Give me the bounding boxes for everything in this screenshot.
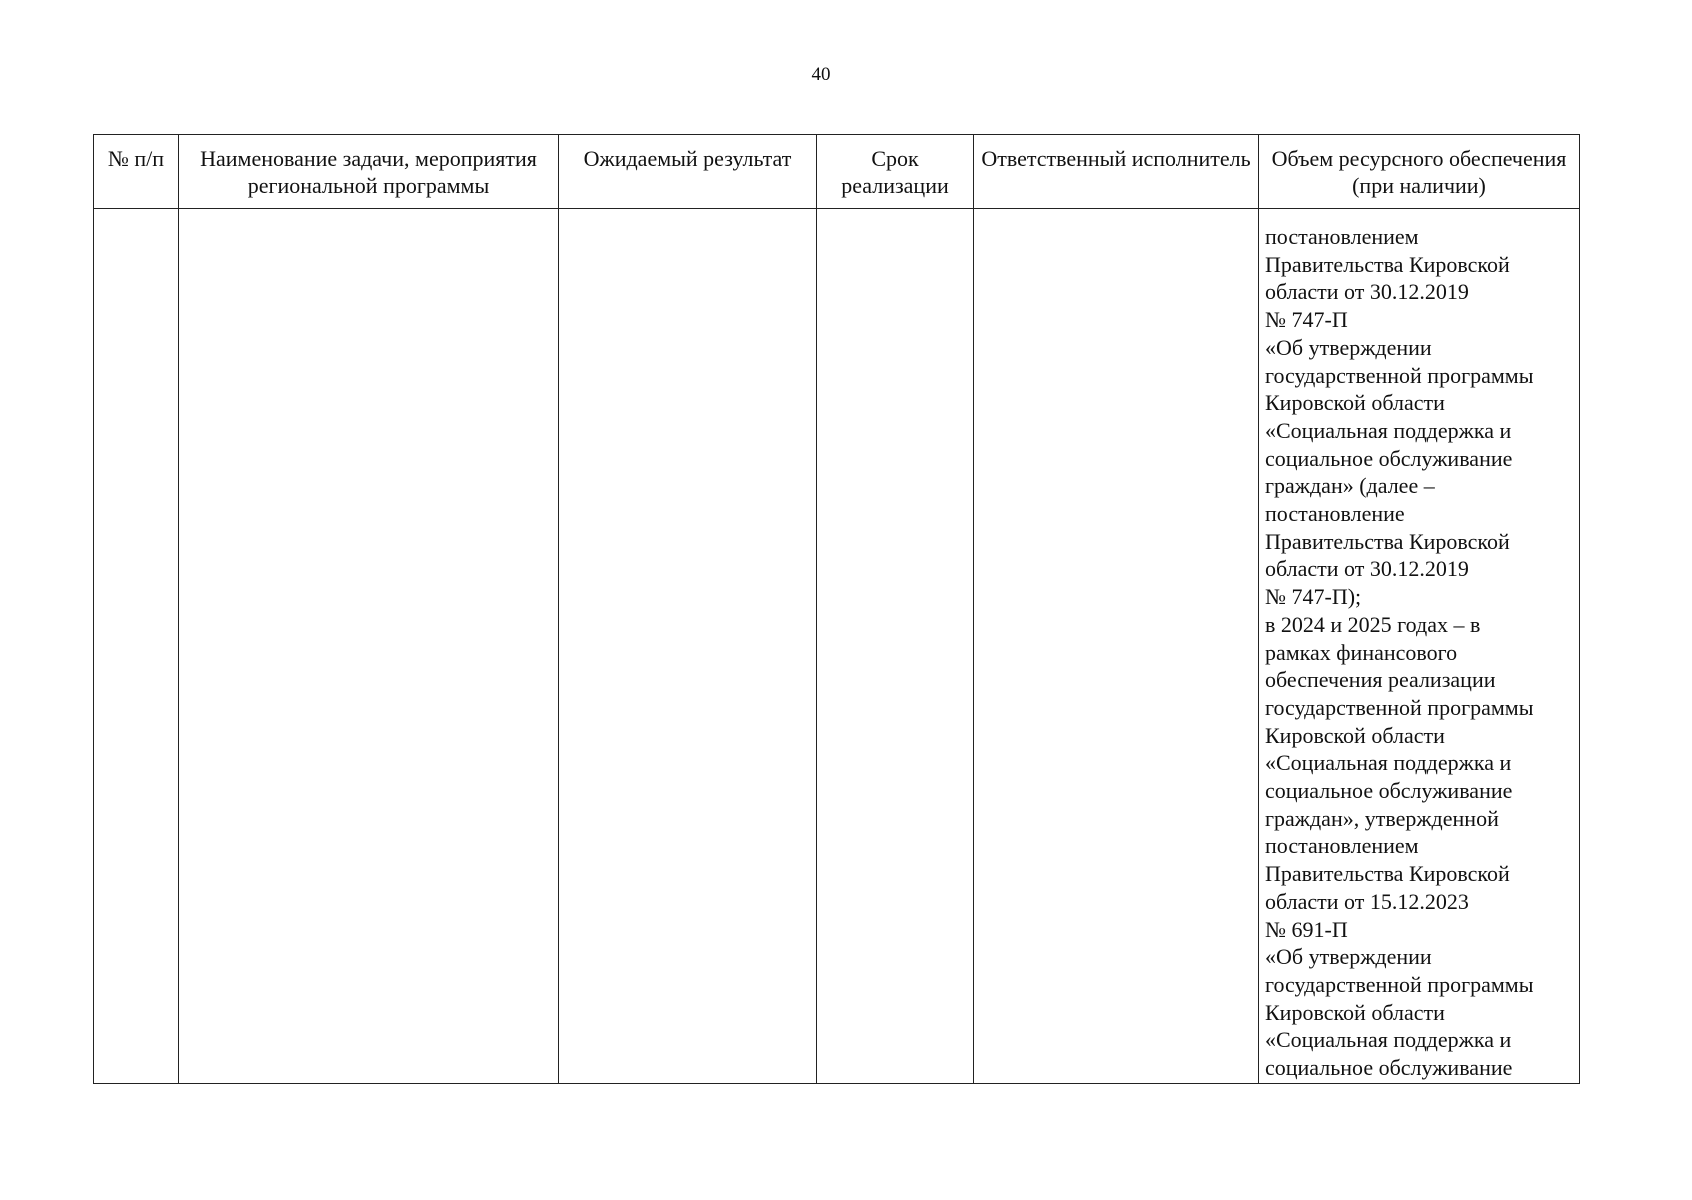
resources-line: обеспечения реализации	[1265, 667, 1496, 693]
resources-line: рамках финансового	[1265, 639, 1458, 665]
resources-line: постановлением	[1265, 224, 1419, 249]
resources-line: «Социальная поддержка и	[1265, 417, 1512, 443]
resources-line: Кировской области	[1265, 390, 1445, 416]
cell-task-name	[179, 209, 559, 1084]
header-term: Срок реализации	[817, 135, 974, 209]
header-resources: Объем ресурсного обеспечения (при наличии)	[1259, 135, 1580, 209]
resources-line: граждан» (далее –	[1265, 473, 1435, 499]
resources-line: Кировской области	[1265, 999, 1445, 1025]
resources-line: области от 30.12.2019	[1265, 279, 1469, 305]
page-number: 40	[811, 64, 831, 85]
cell-term	[817, 209, 974, 1084]
header-task-name: Наименование задачи, мероприятия региональной программы	[179, 135, 559, 209]
resources-line: области от 15.12.2023	[1265, 888, 1469, 914]
cell-resources	[1259, 209, 1580, 1084]
resources-line: «Социальная поддержка и	[1265, 750, 1512, 776]
resources-line: № 747-П);	[1265, 584, 1362, 610]
resources-line: Правительства Кировской	[1265, 528, 1510, 554]
header-number: № п/п	[94, 135, 179, 209]
resources-line: социальное обслуживание	[1265, 445, 1513, 471]
header-responsible: Ответственный исполнитель	[974, 135, 1259, 209]
resources-line: постановлением	[1265, 833, 1419, 859]
header-expected-result: Ожидаемый результат	[559, 135, 817, 209]
resources-line: «Об утверждении	[1265, 944, 1432, 970]
resources-line: социальное обслуживание	[1265, 1055, 1513, 1081]
table-header-row	[94, 135, 1580, 209]
resources-line: в 2024 и 2025 годах – в	[1265, 611, 1481, 637]
resources-line: Кировской области	[1265, 722, 1445, 748]
resources-line: № 691-П	[1265, 916, 1348, 942]
resources-line: социальное обслуживание	[1265, 778, 1513, 804]
resources-line: государственной программы	[1265, 362, 1534, 388]
resources-line: области от 30.12.2019	[1265, 556, 1469, 582]
cell-expected-result	[559, 209, 817, 1084]
resources-line: «Социальная поддержка и	[1265, 1027, 1512, 1053]
resources-line: Правительства Кировской	[1265, 861, 1510, 887]
resources-text	[1259, 209, 1579, 1082]
cell-responsible	[974, 209, 1259, 1084]
resources-line: «Об утверждении	[1265, 334, 1432, 360]
cell-number	[94, 209, 179, 1084]
resources-line: № 747-П	[1265, 307, 1348, 333]
resources-line: постановление	[1265, 501, 1405, 527]
resources-line: государственной программы	[1265, 694, 1534, 720]
resources-line: государственной программы	[1265, 971, 1534, 997]
table-row	[94, 209, 1580, 1084]
resources-line: Правительства Кировской	[1265, 251, 1510, 277]
resources-line: граждан», утвержденной	[1265, 805, 1499, 831]
program-table	[93, 134, 1580, 1084]
